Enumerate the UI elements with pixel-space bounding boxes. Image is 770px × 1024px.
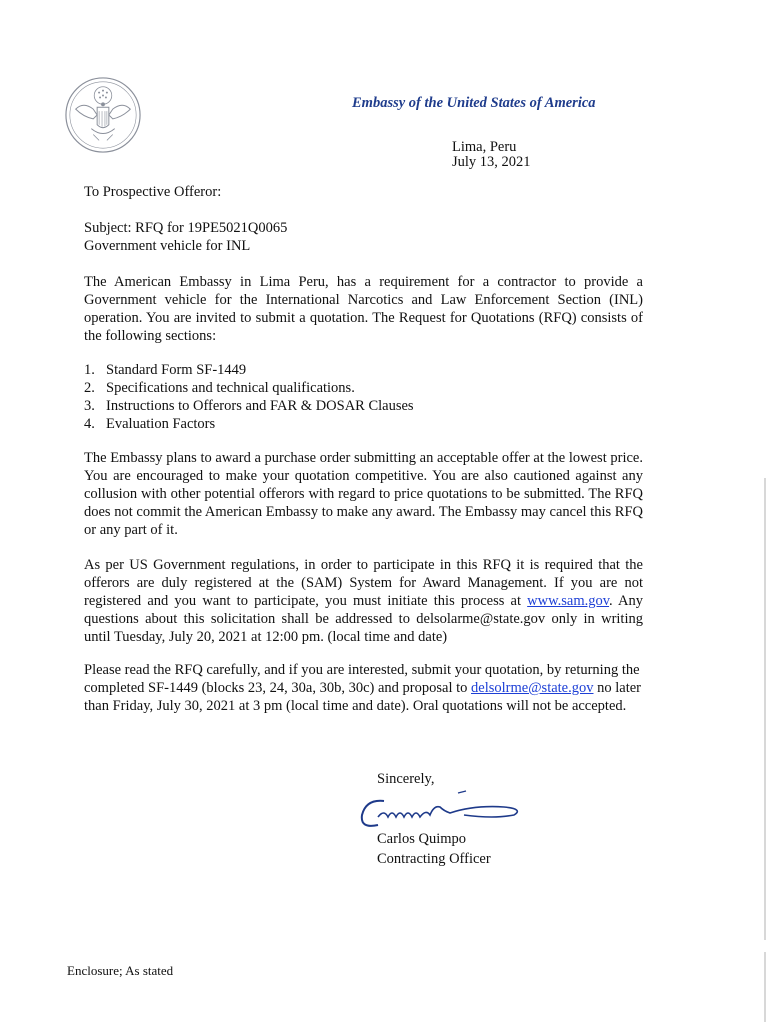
subject-block [84, 219, 643, 255]
letter-place: Lima, Peru [452, 139, 517, 155]
enclosure-note: Enclosure; As stated [67, 963, 174, 978]
closing: Sincerely, [377, 771, 435, 787]
list-item: 2. Specifications and technical qualifications. [84, 380, 355, 396]
page-edge-divider [764, 478, 766, 940]
list-item: 3. Instructions to Offerors and FAR & DOSAR Clauses [84, 398, 414, 414]
paragraph-requirement: The American Embassy in Lima Peru, has a requirement for a contractor to provide a Government vehicle for the International Narcotics and Law Enforcement Section (INL) operation. You are invited to submit a quotation. The Request for Quotations (RFQ) consists of the following sections: [84, 274, 643, 344]
sam-gov-link[interactable]: www.sam.gov [527, 593, 610, 609]
page-edge-divider [764, 952, 766, 1022]
list-item: 4. Evaluation Factors [84, 416, 216, 432]
signature-image [354, 785, 534, 835]
subject-line: Subject: RFQ for 19PE5021Q0065 [84, 220, 288, 236]
salutation: To Prospective Offeror: [84, 184, 222, 200]
embassy-title: Embassy of the United States of America [352, 95, 596, 111]
paragraph-registration: As per US Government regulations, in order to participate in this RFQ it is required that the offerors are duly registered at the (SAM) System for Award Management. If you are not registered and you want to participate, you must initiate this process at www.sam.gov. Any questions about this solicitation shall be addressed to delsolarme@state.gov only in writing until Tuesday, July 20, 2021 at 12:00 pm. (local time and date) [84, 557, 644, 645]
list-item: 1. Standard Form SF-1449 [84, 362, 247, 378]
signer-title: Contracting Officer [377, 851, 491, 867]
email-link[interactable]: delsolrme@state.gov [471, 680, 594, 696]
subject-detail: Government vehicle for INL [84, 238, 251, 254]
rfq-sections-list [84, 361, 643, 433]
signer-name: Carlos Quimpo [377, 831, 467, 847]
great-seal-icon [64, 76, 142, 154]
paragraph-award: The Embassy plans to award a purchase order submitting an acceptable offer at the lowest price. You are encouraged to make your quotation competitive. You are also cautioned against any collusion with other potential offerors with regard to price quotations to be submitted. The RFQ does not commit the American Embassy to make any award. The Embassy may cancel this RFQ or any part of it. [84, 450, 643, 538]
paragraph-submission: Please read the RFQ carefully, and if you are interested, submit your quotation, by returning the completed SF-1449 (blocks 23, 24, 30a, 30b, 30c) and proposal to delsolrme@state.gov no later than Friday, July 30, 2021 at 3 pm (local time and date). Oral quotations will not be accepted. [84, 662, 642, 714]
letter-date: July 13, 2021 [452, 154, 531, 170]
